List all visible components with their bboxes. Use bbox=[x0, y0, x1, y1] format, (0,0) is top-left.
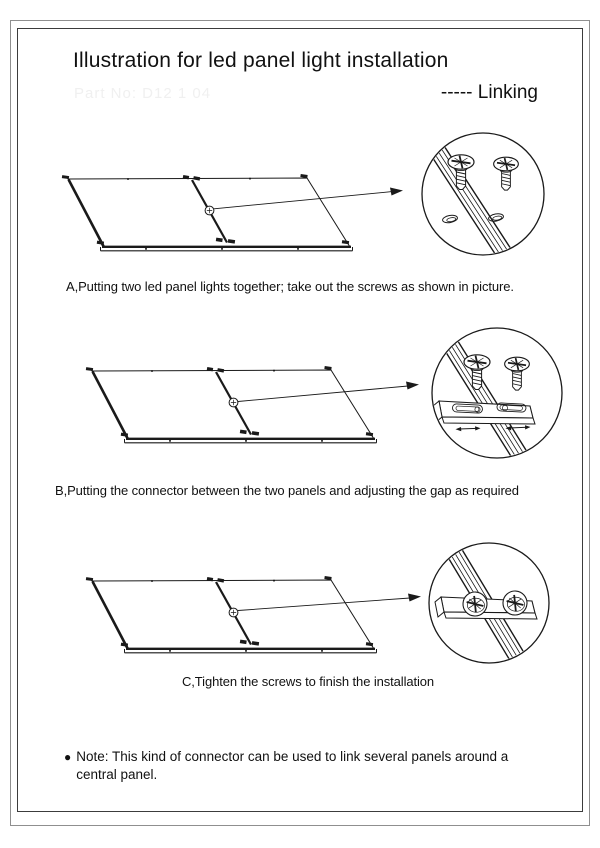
magnified-detail-a bbox=[416, 123, 544, 274]
note bbox=[64, 748, 556, 784]
magnified-detail-c bbox=[429, 524, 549, 687]
page-title: Illustration for led panel light installation bbox=[73, 49, 449, 72]
magnified-detail-b bbox=[427, 313, 562, 483]
note-bullet-icon: ● bbox=[64, 750, 72, 764]
step-b-caption: B,Putting the connector between the two panels and adjusting the gap as required bbox=[55, 483, 519, 498]
ghost-part-number: Part No: D12 1 04 bbox=[74, 85, 212, 102]
led-panels-step-b bbox=[86, 366, 377, 443]
led-panels-step-a bbox=[62, 174, 353, 251]
step-c-caption: C,Tighten the screws to finish the installation bbox=[182, 674, 435, 689]
note-text: Note: This kind of connector can be used to link several panels around a central panel. bbox=[76, 749, 509, 783]
step-a-caption: A,Putting two led panel lights together; take out the screws as shown in picture. bbox=[66, 279, 514, 294]
led-panels-step-c bbox=[86, 576, 377, 653]
linking-label: ----- Linking bbox=[440, 82, 538, 103]
